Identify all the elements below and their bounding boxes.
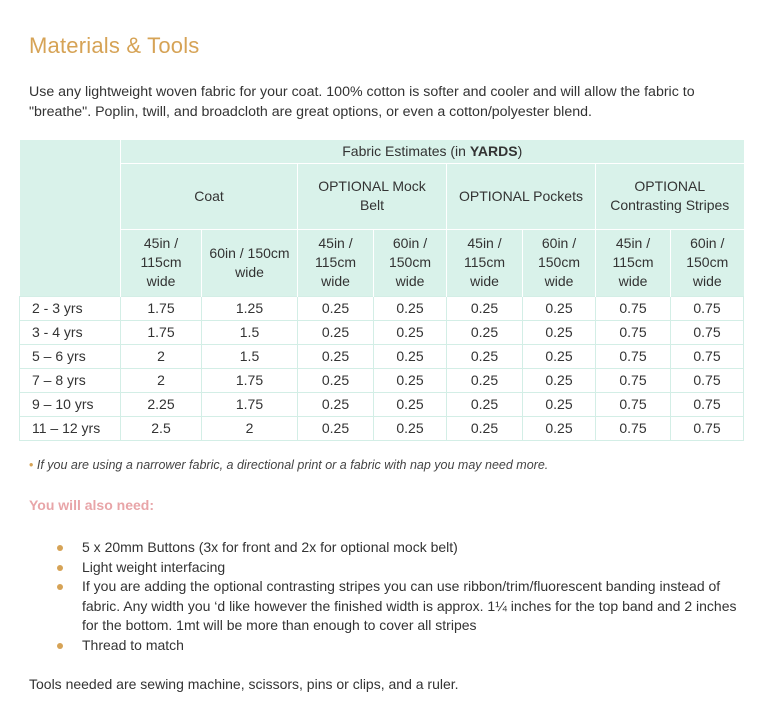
- table-row: [20, 416, 744, 440]
- age-cell: 7 – 8 yrs: [20, 368, 121, 392]
- table-row: [20, 344, 744, 368]
- value-cell: 2: [121, 368, 202, 392]
- value-cell: 0.25: [298, 368, 374, 392]
- value-cell: 0.75: [596, 296, 671, 320]
- list-item-text: Thread to match: [82, 636, 184, 653]
- fabric-estimates-table: [19, 140, 744, 441]
- list-item: [57, 577, 747, 636]
- width-header: 60in / 150cm wide: [523, 229, 596, 296]
- value-cell: 0.25: [374, 320, 447, 344]
- value-cell: 0.75: [671, 392, 744, 416]
- list-item-text: Light weight interfacing: [82, 558, 226, 575]
- supplies-list: [57, 538, 747, 655]
- width-header: 45in / 115cm wide: [447, 229, 523, 296]
- value-cell: 0.25: [447, 320, 523, 344]
- value-cell: 1.75: [121, 296, 202, 320]
- value-cell: 0.25: [523, 320, 596, 344]
- value-cell: 0.25: [523, 416, 596, 440]
- value-cell: 0.75: [596, 344, 671, 368]
- tools-paragraph: Tools needed are sewing machine, scissors, pins or clips, and a ruler.: [29, 676, 459, 692]
- width-header: 60in / 150cm wide: [202, 229, 298, 296]
- value-cell: 1.25: [202, 296, 298, 320]
- value-cell: 0.75: [596, 416, 671, 440]
- value-cell: 0.75: [596, 320, 671, 344]
- age-cell: 3 - 4 yrs: [20, 320, 121, 344]
- value-cell: 0.25: [447, 368, 523, 392]
- list-item: [57, 636, 747, 656]
- value-cell: 0.25: [298, 296, 374, 320]
- table-caption: [121, 140, 744, 163]
- value-cell: 0.75: [671, 296, 744, 320]
- group-header-pockets: OPTIONAL Pockets: [447, 163, 596, 229]
- value-cell: 0.25: [374, 296, 447, 320]
- value-cell: 0.75: [671, 320, 744, 344]
- group-header-mock-belt: OPTIONAL Mock Belt: [298, 163, 447, 229]
- list-item-text: If you are adding the optional contrasting stripes you can use ribbon/trim/fluorescent banding instead of fabric. Any width you ‘d like however the finished width is approx. 1¼ inches for the top band and 2 inches for the bottom. 1mt will be more than enough to cover all stripes: [82, 578, 737, 633]
- table-row: [20, 368, 744, 392]
- value-cell: 2.25: [121, 392, 202, 416]
- value-cell: 0.25: [298, 320, 374, 344]
- value-cell: 0.75: [671, 416, 744, 440]
- age-cell: 2 - 3 yrs: [20, 296, 121, 320]
- age-cell: 5 – 6 yrs: [20, 344, 121, 368]
- value-cell: 0.75: [671, 368, 744, 392]
- value-cell: 1.75: [202, 392, 298, 416]
- value-cell: 0.25: [447, 416, 523, 440]
- value-cell: 0.25: [374, 392, 447, 416]
- value-cell: 0.25: [374, 368, 447, 392]
- bullet-icon: [57, 545, 63, 551]
- age-cell: 9 – 10 yrs: [20, 392, 121, 416]
- intro-paragraph: Use any lightweight woven fabric for your coat. 100% cotton is softer and cooler and will allow the fabric to "breathe". Poplin, twill, and broadcloth are great options, or even a cotton/polyester blend.: [29, 84, 695, 120]
- note-marker: •: [29, 458, 34, 472]
- value-cell: 0.25: [374, 416, 447, 440]
- group-header-coat: Coat: [121, 163, 298, 229]
- group-header-stripes: OPTIONAL Contrasting Stripes: [596, 163, 744, 229]
- value-cell: 2.5: [121, 416, 202, 440]
- width-header: 60in / 150cm wide: [374, 229, 447, 296]
- table-row: [20, 392, 744, 416]
- caption-prefix: Fabric Estimates (in: [342, 142, 470, 159]
- value-cell: 2: [121, 344, 202, 368]
- fabric-note: [29, 458, 548, 472]
- age-cell: 11 – 12 yrs: [20, 416, 121, 440]
- width-header: 45in / 115cm wide: [298, 229, 374, 296]
- caption-unit: YARDS: [469, 142, 518, 159]
- page-title: Materials & Tools: [29, 33, 200, 58]
- value-cell: 1.5: [202, 344, 298, 368]
- bullet-icon: [57, 643, 63, 649]
- caption-suffix: ): [517, 142, 523, 159]
- value-cell: 0.25: [523, 368, 596, 392]
- value-cell: 1.75: [121, 320, 202, 344]
- value-cell: 0.25: [374, 344, 447, 368]
- value-cell: 0.25: [523, 344, 596, 368]
- table-row: [20, 296, 744, 320]
- value-cell: 0.25: [298, 392, 374, 416]
- value-cell: 0.75: [671, 344, 744, 368]
- list-item: [57, 538, 747, 558]
- also-need-heading: You will also need:: [29, 497, 154, 513]
- list-item: [57, 558, 747, 578]
- list-item-text: 5 x 20mm Buttons (3x for front and 2x for optional mock belt): [82, 539, 458, 555]
- table-corner-cell: [20, 140, 121, 296]
- value-cell: 1.5: [202, 320, 298, 344]
- bullet-icon: [57, 565, 63, 571]
- value-cell: 0.25: [447, 392, 523, 416]
- value-cell: 0.75: [596, 392, 671, 416]
- value-cell: 0.25: [447, 344, 523, 368]
- table-row: [20, 320, 744, 344]
- value-cell: 1.75: [202, 368, 298, 392]
- value-cell: 0.25: [523, 392, 596, 416]
- note-text: If you are using a narrower fabric, a directional print or a fabric with nap you may need more.: [36, 458, 549, 472]
- width-header: 60in / 150cm wide: [671, 229, 744, 296]
- value-cell: 2: [202, 416, 298, 440]
- value-cell: 0.25: [523, 296, 596, 320]
- value-cell: 0.25: [298, 416, 374, 440]
- value-cell: 0.25: [447, 296, 523, 320]
- value-cell: 0.75: [596, 368, 671, 392]
- bullet-icon: [57, 584, 63, 590]
- width-header: 45in / 115cm wide: [121, 229, 202, 296]
- value-cell: 0.25: [298, 344, 374, 368]
- width-header: 45in / 115cm wide: [596, 229, 671, 296]
